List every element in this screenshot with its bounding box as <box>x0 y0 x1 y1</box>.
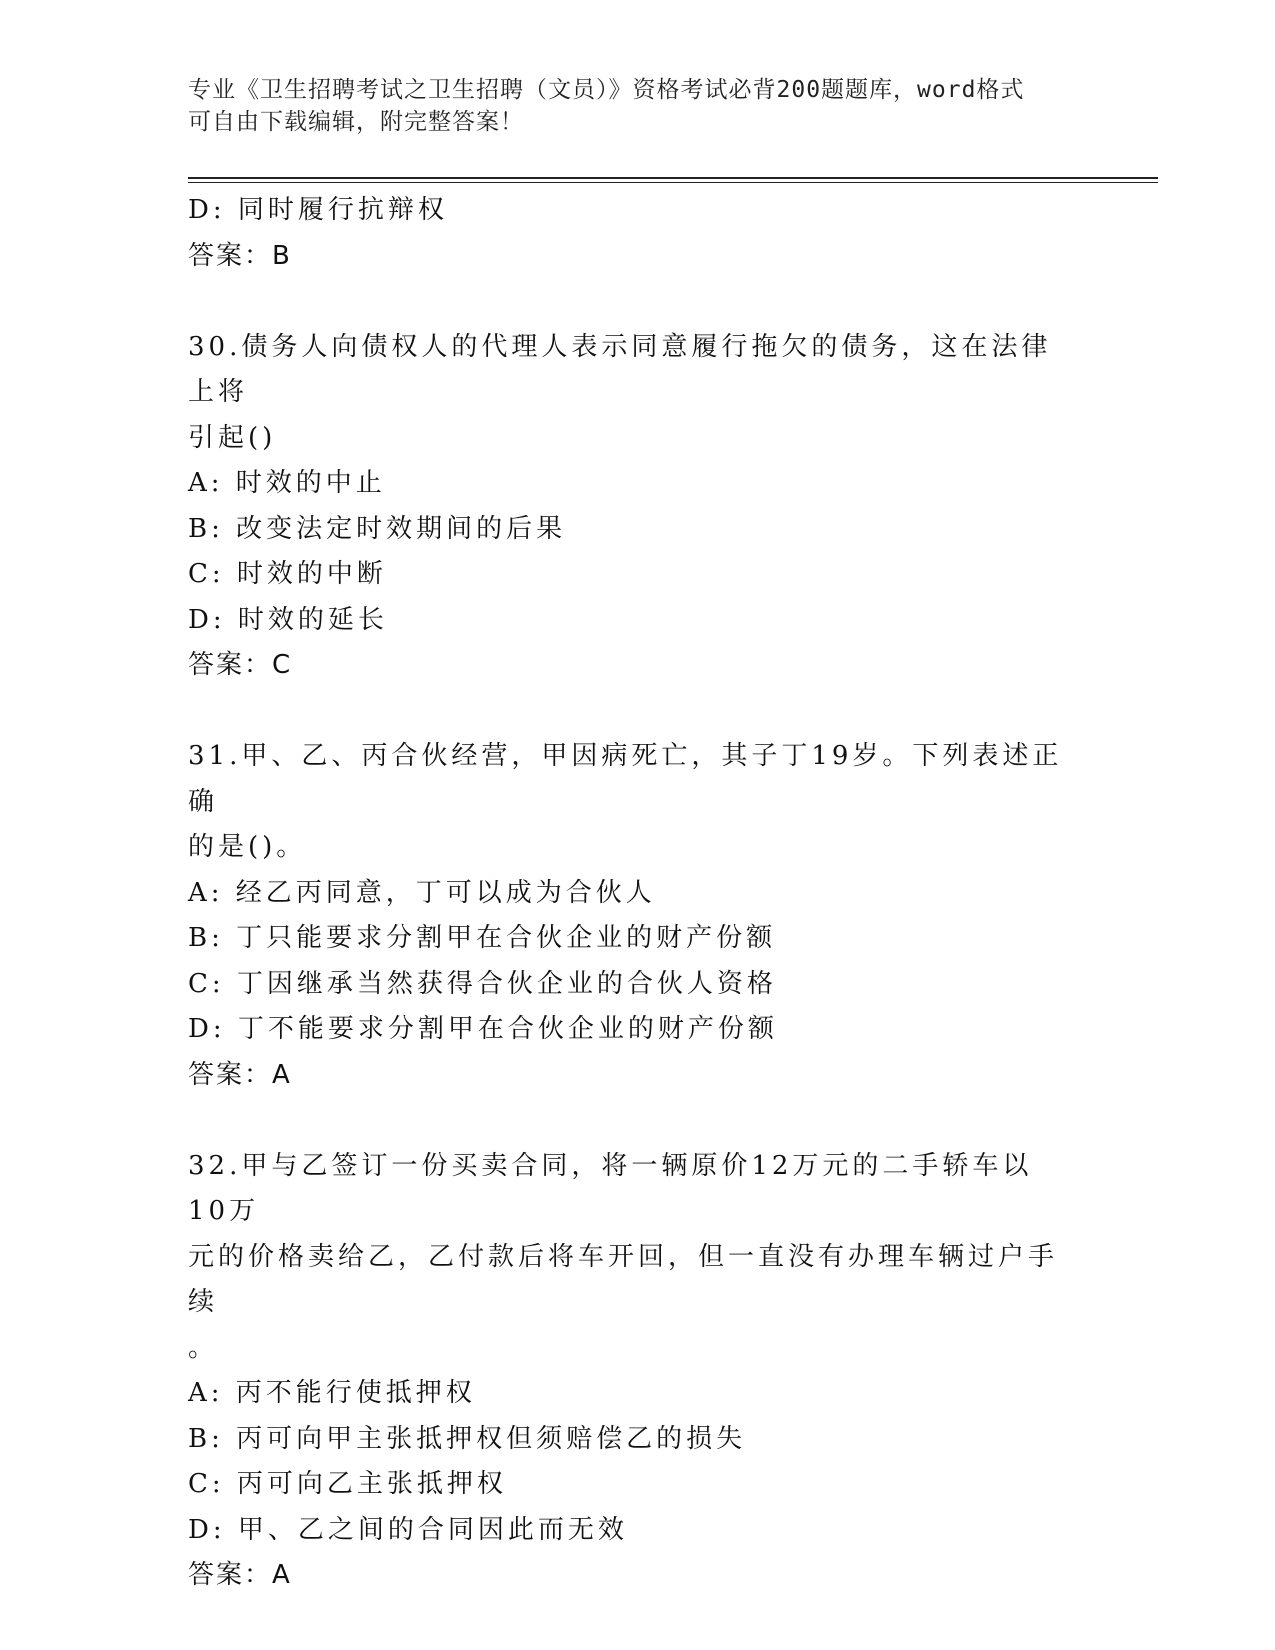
header-divider-thin <box>188 182 1158 183</box>
option-b: B: 改变法定时效期间的后果 <box>188 513 567 544</box>
option-d: D: 甲、乙之间的合同因此而无效 <box>188 1514 628 1545</box>
option-c: C: 时效的中断 <box>188 559 387 589</box>
answer-line: 答案：C <box>188 650 293 680</box>
answer-line: 答案：B <box>188 240 292 271</box>
option-b: B: 丁只能要求分割甲在合伙企业的财产份额 <box>188 923 777 953</box>
header-divider-thick <box>188 177 1158 179</box>
option-d: D: 丁不能要求分割甲在合伙企业的财产份额 <box>188 1014 778 1044</box>
option-c: C: 丁因继承当然获得合伙企业的合伙人资格 <box>188 968 777 999</box>
question-block-30 <box>188 325 1088 689</box>
option-d: D: 同时履行抗辩权 <box>188 195 448 225</box>
document-header <box>188 74 1068 138</box>
option-b: B: 丙可向甲主张抵押权但须赔偿乙的损失 <box>188 1423 747 1454</box>
question-list <box>188 188 1088 1599</box>
spacer <box>188 279 1088 325</box>
spacer <box>188 1098 1088 1144</box>
option-a: A: 时效的中止 <box>188 468 386 498</box>
spacer <box>188 689 1088 735</box>
option-a: A: 经乙丙同意，丁可以成为合伙人 <box>188 877 656 908</box>
question-text: 31.甲、乙、丙合伙经营，甲因病死亡，其子丁19岁。下列表述正确 的是()。 <box>188 741 1063 862</box>
question-block-31 <box>188 734 1088 1098</box>
question-text: 32.甲与乙签订一份买卖合同，将一辆原价12万元的二手轿车以10万 元的价格卖给乙，乙付款后将车开回，但一直没有办理车辆过户手续 。 <box>188 1150 1059 1363</box>
option-a: A: 丙不能行使抵押权 <box>188 1378 476 1408</box>
previous-question-tail <box>188 188 1088 279</box>
answer-line: 答案：A <box>188 1560 292 1590</box>
answer-line: 答案：A <box>188 1059 292 1090</box>
header-line-2: 可自由下载编辑，附完整答案！ <box>188 109 524 135</box>
question-block-32 <box>188 1144 1088 1599</box>
option-d: D: 时效的延长 <box>188 604 388 635</box>
option-c: C: 丙可向乙主张抵押权 <box>188 1469 507 1499</box>
question-text: 30.债务人向债权人的代理人表示同意履行拖欠的债务，这在法律上将 引起() <box>188 331 1052 453</box>
header-line-1: 专业《卫生招聘考试之卫生招聘（文员）》资格考试必背200题题库，word格式 <box>188 77 1025 103</box>
